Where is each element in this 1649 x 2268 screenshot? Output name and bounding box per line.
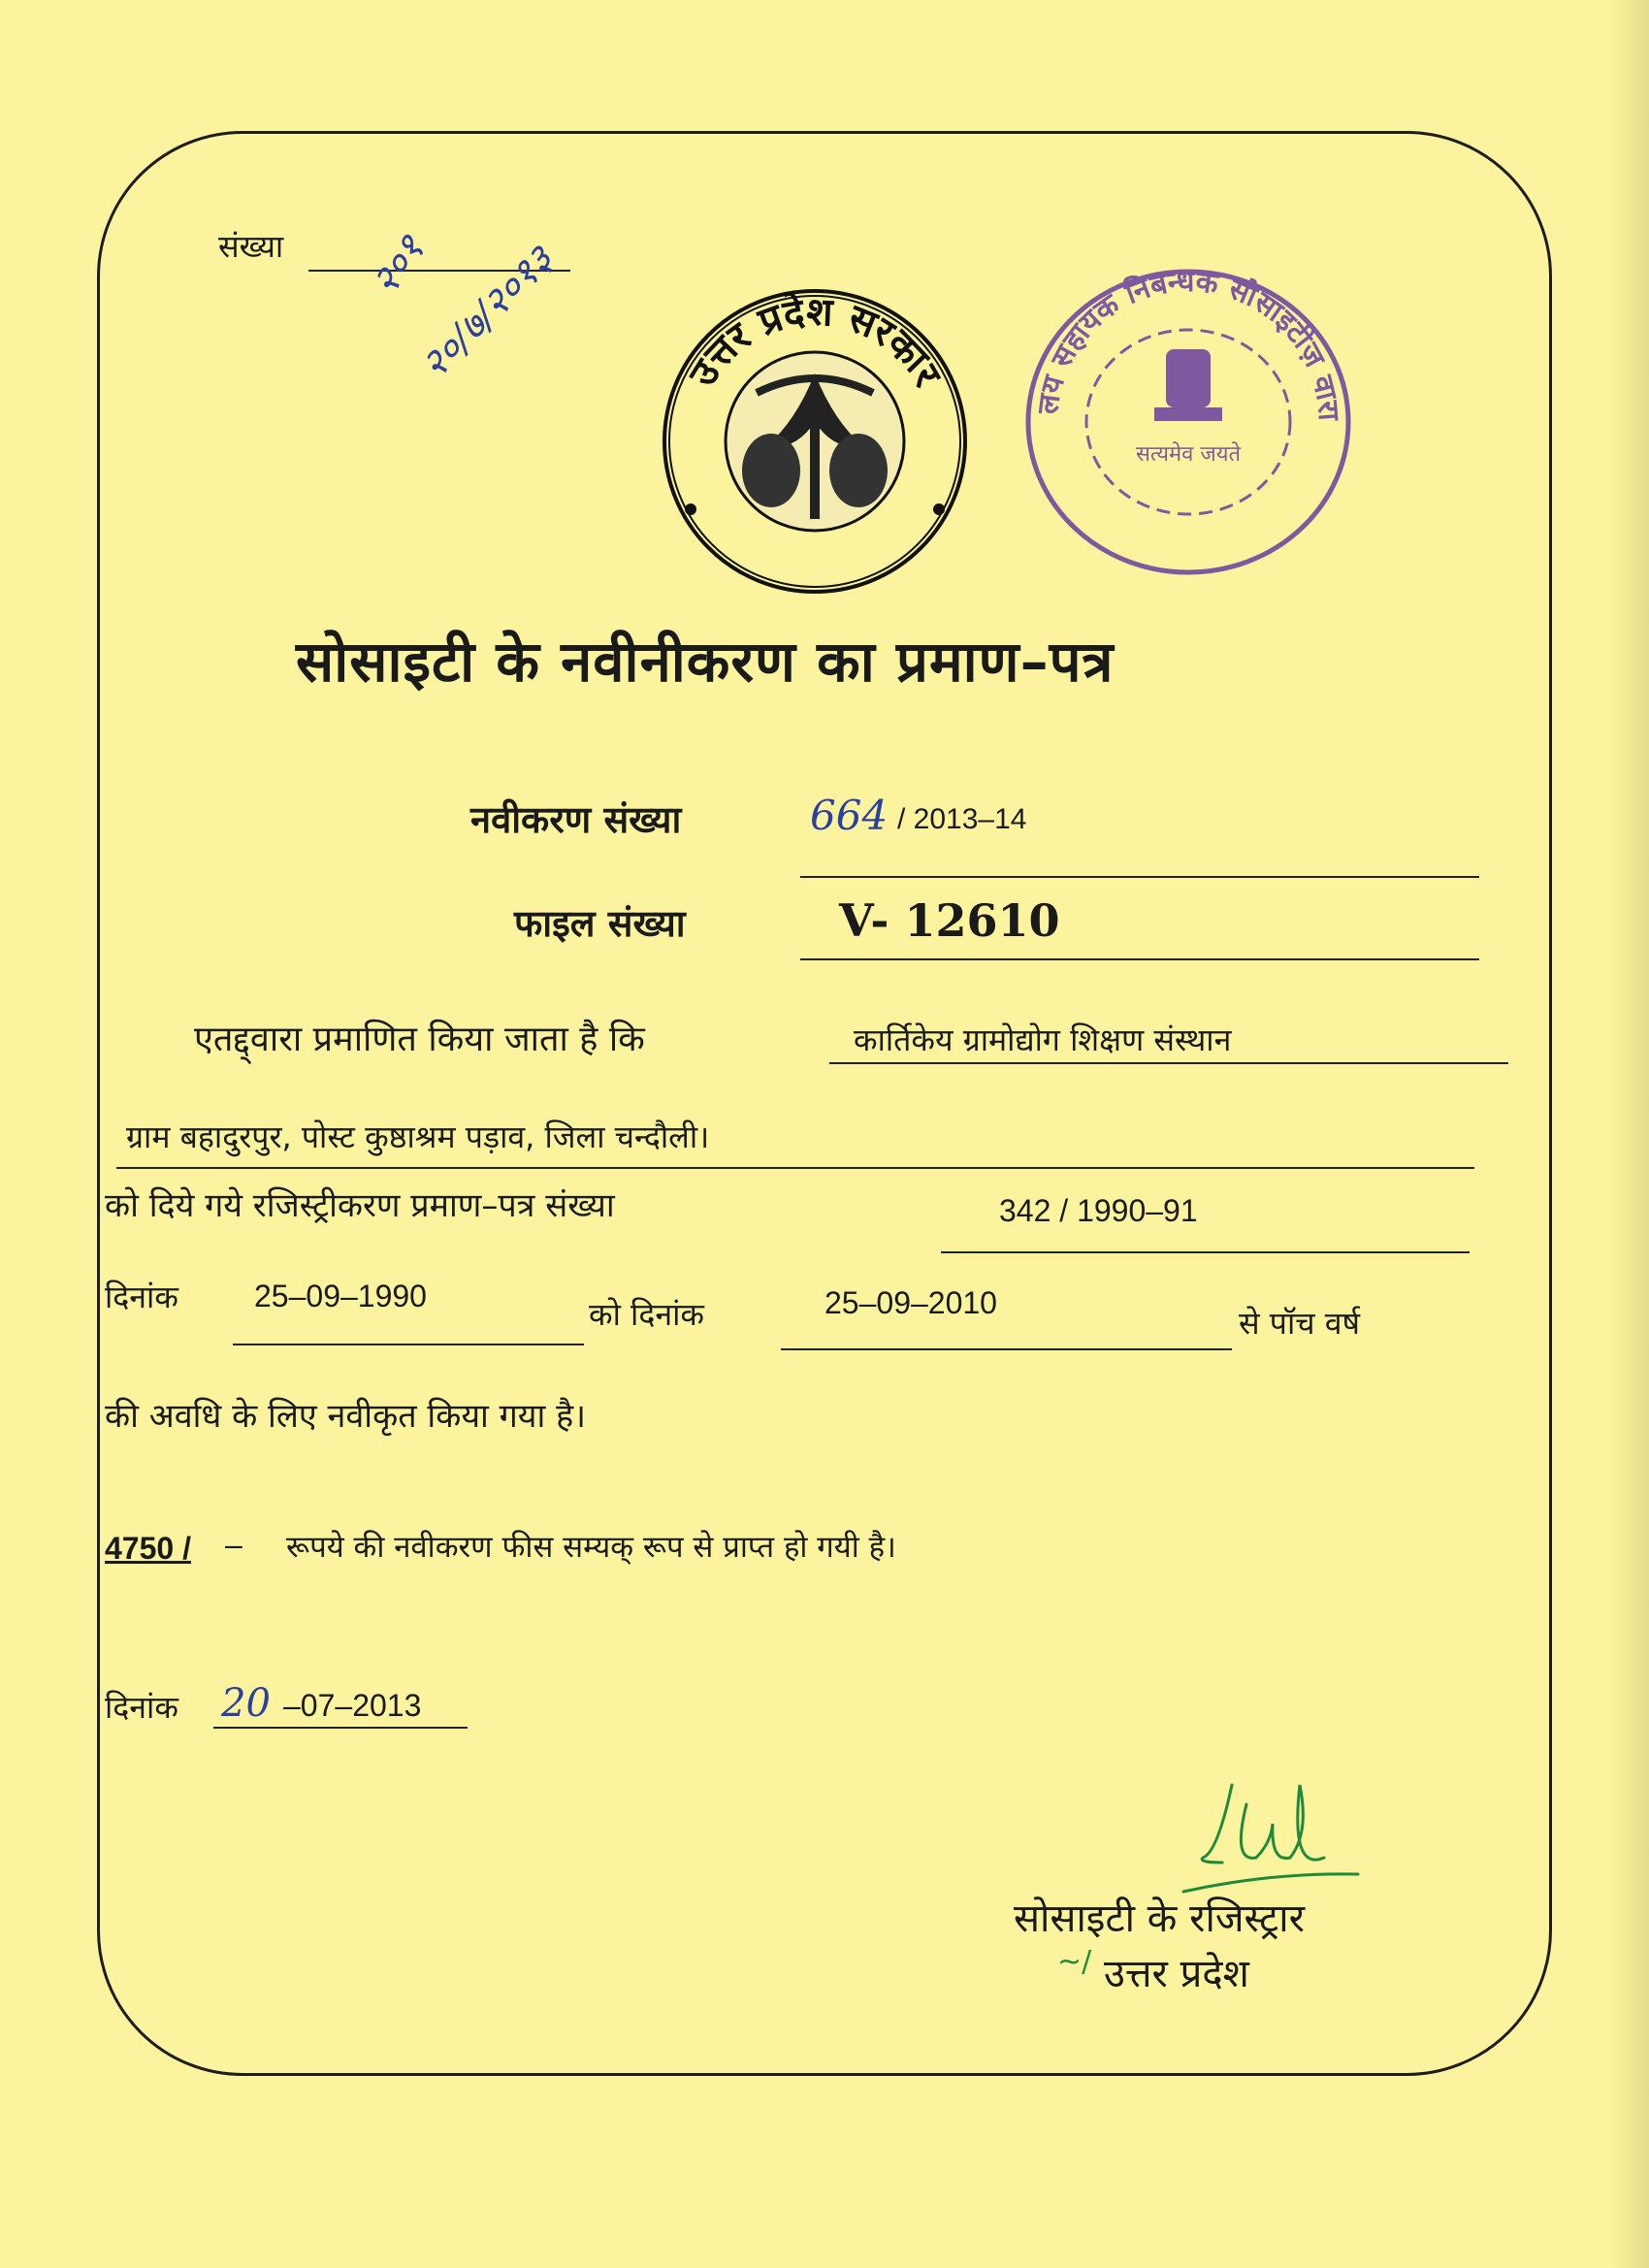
renewal-number-handwritten: 664	[810, 792, 889, 839]
date-to: 25–09–2010	[824, 1285, 997, 1320]
society-name-underline	[829, 1062, 1508, 1064]
file-number-value: V- 12610	[839, 894, 1060, 947]
renewal-underline	[800, 876, 1479, 878]
handwritten-number: २०१	[362, 227, 435, 304]
number-label: संख्या	[218, 228, 284, 265]
registrar-seal-text: लय सहायक निबन्धक सोसाइटीज़ वारा	[1031, 264, 1346, 422]
to-date-label: को दिनांक	[589, 1296, 704, 1333]
date-from-underline	[233, 1344, 584, 1345]
registration-number: 342 / 1990–91	[999, 1193, 1198, 1228]
issue-date-underline	[213, 1727, 468, 1729]
period-text: की अवधि के लिए नवीकृत किया गया है।	[105, 1397, 587, 1436]
renewal-number-label: नवीकरण संख्या	[470, 798, 682, 841]
date-to-underline	[781, 1348, 1232, 1350]
address-underline	[116, 1167, 1474, 1169]
up-government-seal	[650, 276, 980, 606]
up-seal-graphic	[650, 276, 980, 606]
issue-date-handwritten: 20	[221, 1681, 271, 1726]
issue-date-rest: –07–2013	[283, 1688, 422, 1723]
signature-tick-mark: ~/	[1057, 1945, 1092, 1979]
registrar-office-seal	[1018, 262, 1358, 582]
society-address: ग्राम बहादुरपुर, पोस्ट कुष्ठाश्रम पड़ाव, जिला चन्दौली।	[126, 1118, 710, 1155]
registration-text: को दिये गये रजिस्ट्रीकरण प्रमाण–पत्र संख्या	[105, 1186, 615, 1225]
registration-underline	[941, 1251, 1470, 1253]
fee-amount: 4750 /	[105, 1531, 191, 1566]
certify-text: एतद्द्वारा प्रमाणित किया जाता है कि	[194, 1020, 645, 1059]
date-label: दिनांक	[105, 1279, 178, 1315]
handwritten-date: २०/७/२०१३	[411, 237, 563, 388]
page-edge-shadow	[1610, 0, 1649, 2268]
file-number-label: फाइल संख्या	[514, 902, 686, 945]
five-years-text: से पॉच वर्ष	[1239, 1305, 1361, 1342]
date-from: 25–09–1990	[254, 1279, 427, 1313]
file-underline	[800, 958, 1479, 960]
registrar-state: उत्तर प्रदेश	[1104, 1952, 1249, 1996]
renewal-number-year: / 2013–14	[897, 803, 1027, 835]
fee-dash: –	[225, 1527, 242, 1562]
registrar-seal-graphic	[1018, 262, 1358, 582]
society-name: कार्तिकेय ग्रामोद्योग शिक्षण संस्थान	[854, 1021, 1232, 1058]
up-seal-text: उत्तर प्रदेश सरकार	[680, 289, 950, 395]
issue-date-label: दिनांक	[105, 1689, 178, 1726]
fee-text: रूपये की नवीकरण फीस सम्यक् रूप से प्राप्त हो गयी है।	[286, 1530, 896, 1565]
certificate-title: सोसाइटी के नवीनीकरण का प्रमाण–पत्र	[296, 629, 1115, 695]
registrar-seal-motto: सत्यमेव जयते	[1135, 442, 1242, 467]
registrar-title: सोसाइटी के रजिस्ट्रार	[1014, 1896, 1305, 1941]
